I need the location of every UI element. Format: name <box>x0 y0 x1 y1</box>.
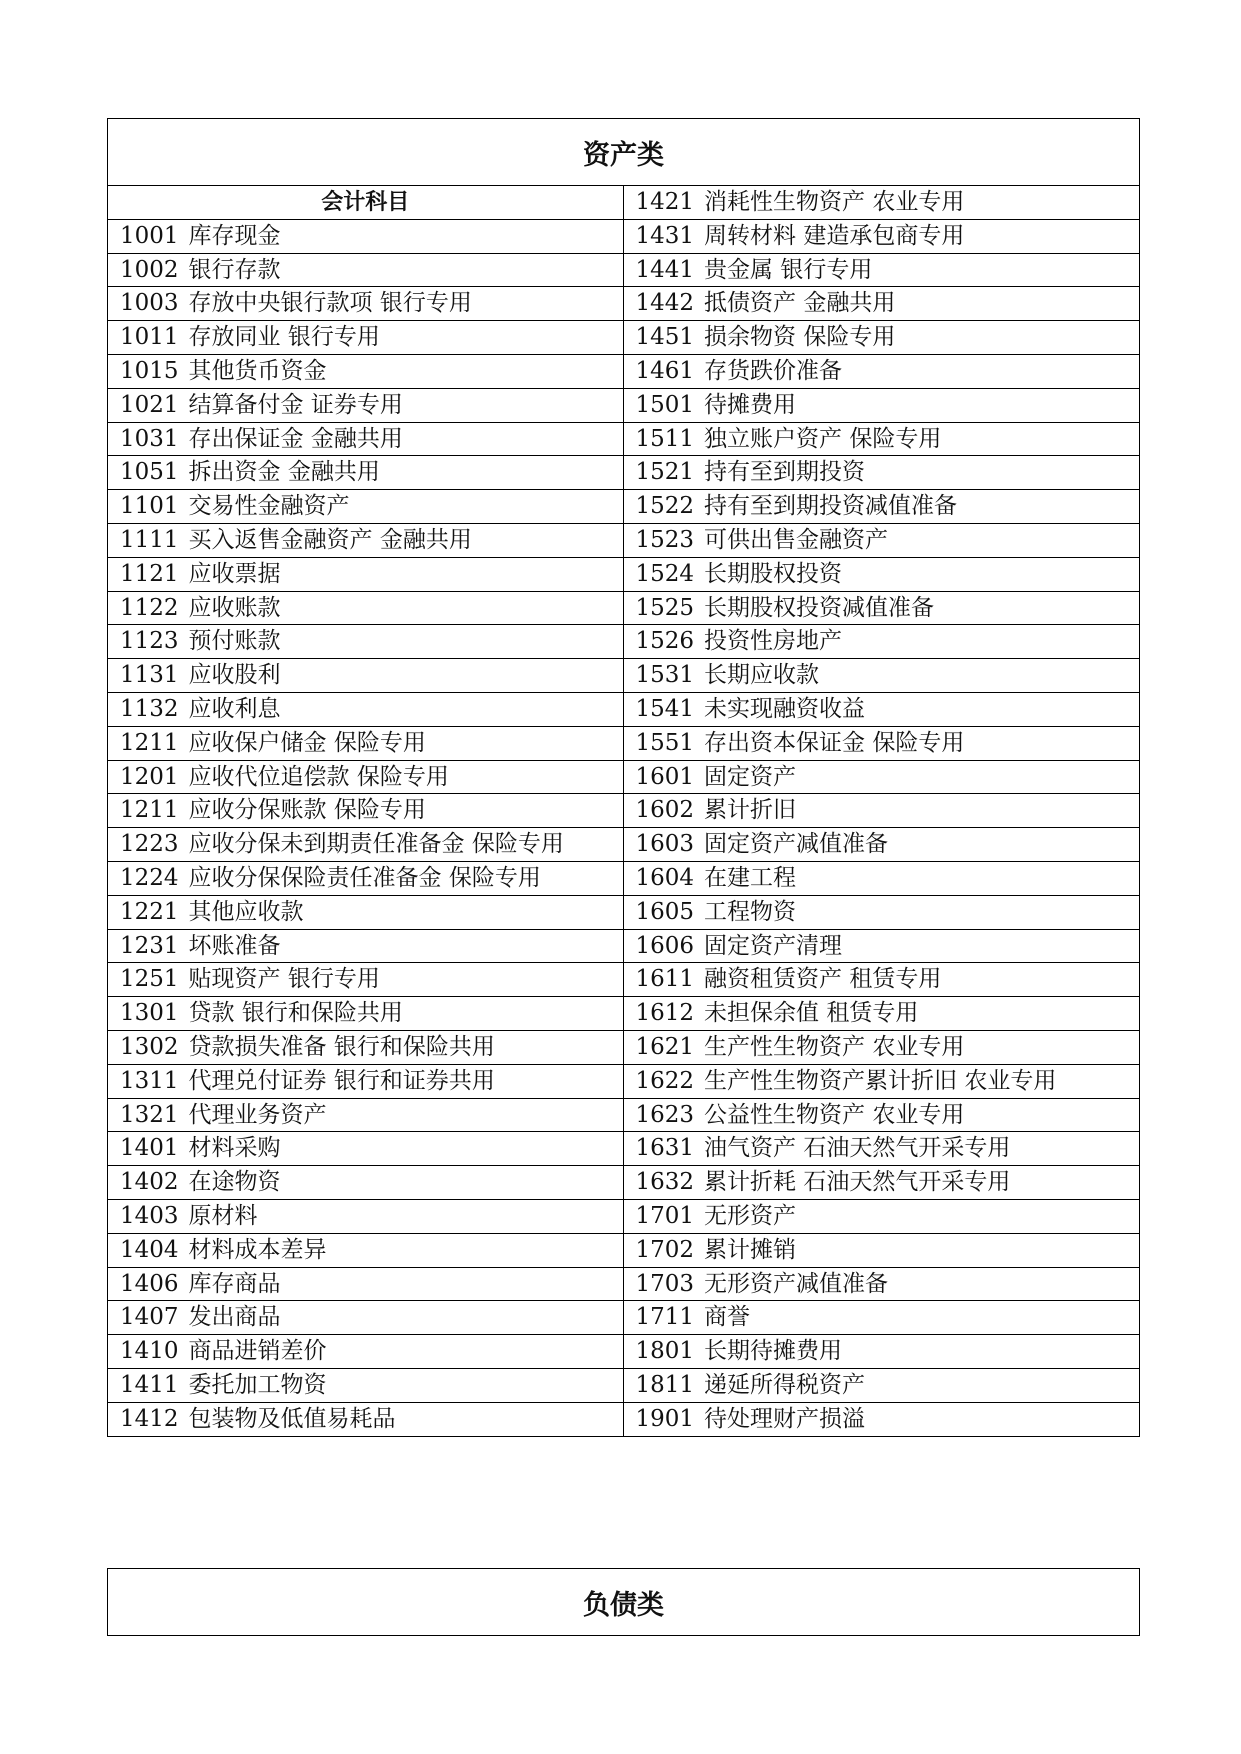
account-code: 1401 <box>120 1135 179 1162</box>
account-row <box>624 794 1140 828</box>
account-code: 1501 <box>635 391 695 418</box>
account-code: 1410 <box>120 1338 179 1365</box>
account-code: 1002 <box>120 256 179 283</box>
account-code: 1003 <box>120 290 179 317</box>
account-code: 1526 <box>635 628 695 655</box>
account-code: 1811 <box>635 1371 695 1398</box>
account-name: 可供出售金融资产 <box>704 526 889 553</box>
account-row <box>108 761 623 795</box>
account-name: 工程物资 <box>704 898 797 925</box>
account-code: 1605 <box>635 898 695 925</box>
account-name: 损余物资 保险专用 <box>704 324 896 351</box>
account-row <box>624 1099 1140 1133</box>
account-code: 1702 <box>635 1236 695 1263</box>
account-code: 1132 <box>120 695 179 722</box>
account-code: 1201 <box>120 763 179 790</box>
account-name: 发出商品 <box>188 1304 281 1331</box>
account-row <box>624 389 1140 423</box>
account-name: 应收股利 <box>188 662 281 689</box>
account-name: 独立账户资产 保险专用 <box>704 425 942 452</box>
account-code: 1602 <box>635 797 695 824</box>
account-name: 油气资产 石油天然气开采专用 <box>704 1135 1011 1162</box>
account-name: 长期应收款 <box>704 662 820 689</box>
account-row <box>108 1268 623 1302</box>
account-code: 1623 <box>635 1101 695 1128</box>
account-row <box>108 997 623 1031</box>
account-name: 坏账准备 <box>188 932 281 959</box>
account-name: 贷款损失准备 银行和保险共用 <box>188 1033 495 1060</box>
account-code: 1011 <box>120 324 179 351</box>
account-name: 递延所得税资产 <box>704 1371 866 1398</box>
account-name: 应收分保账款 保险专用 <box>188 797 426 824</box>
assets-section-title: 资产类 <box>108 119 1139 186</box>
account-code: 1406 <box>120 1270 179 1297</box>
account-row <box>108 456 623 490</box>
account-name: 存放同业 银行专用 <box>188 324 380 351</box>
account-name: 未担保余值 租赁专用 <box>704 1000 919 1027</box>
account-row <box>624 1369 1140 1403</box>
account-name: 商品进销差价 <box>188 1338 327 1365</box>
account-row <box>108 727 623 761</box>
account-name: 未实现融资收益 <box>704 695 866 722</box>
account-name: 应收票据 <box>188 560 281 587</box>
account-row <box>624 423 1140 457</box>
account-row <box>108 693 623 727</box>
account-row <box>108 1301 623 1335</box>
account-row <box>108 389 623 423</box>
account-code: 1801 <box>635 1338 695 1365</box>
account-row <box>108 558 623 592</box>
account-row <box>108 524 623 558</box>
account-code: 1524 <box>635 560 695 587</box>
account-row <box>108 254 623 288</box>
account-name: 材料采购 <box>188 1135 281 1162</box>
liabilities-section-title: 负债类 <box>583 1589 664 1621</box>
account-name: 累计折旧 <box>704 797 797 824</box>
liabilities-section <box>107 1568 1140 1636</box>
account-code: 1311 <box>120 1067 179 1094</box>
account-code: 1404 <box>120 1236 179 1263</box>
account-row <box>624 355 1140 389</box>
account-row <box>108 592 623 626</box>
account-code: 1451 <box>635 324 695 351</box>
account-name: 公益性生物资产 农业专用 <box>704 1101 965 1128</box>
account-row <box>108 828 623 862</box>
account-code: 1031 <box>120 425 179 452</box>
account-code: 1525 <box>635 594 695 621</box>
account-code: 1431 <box>635 222 695 249</box>
account-row <box>624 254 1140 288</box>
account-code: 1611 <box>635 966 695 993</box>
account-row <box>624 997 1140 1031</box>
account-name: 无形资产减值准备 <box>704 1270 889 1297</box>
account-row <box>108 1099 623 1133</box>
account-row <box>108 490 623 524</box>
account-name: 应收账款 <box>188 594 281 621</box>
account-row <box>624 1132 1140 1166</box>
account-name: 买入返售金融资产 金融共用 <box>188 526 472 553</box>
account-name: 应收分保保险责任准备金 保险专用 <box>188 864 541 891</box>
account-code: 1302 <box>120 1033 179 1060</box>
account-code: 1421 <box>635 189 695 215</box>
account-code: 1123 <box>120 628 179 655</box>
account-name: 待处理财产损溢 <box>704 1405 866 1432</box>
account-name: 持有至到期投资减值准备 <box>704 493 958 520</box>
account-row <box>108 1200 623 1234</box>
account-code: 1551 <box>635 729 695 756</box>
account-row <box>624 1301 1140 1335</box>
account-row <box>624 659 1140 693</box>
account-code: 1541 <box>635 695 695 722</box>
account-row <box>624 761 1140 795</box>
account-row <box>624 693 1140 727</box>
account-row <box>108 1369 623 1403</box>
account-row <box>624 186 1140 220</box>
account-code: 1523 <box>635 526 695 553</box>
account-row <box>624 862 1140 896</box>
account-code: 1001 <box>120 222 179 249</box>
account-code: 1631 <box>635 1135 695 1162</box>
account-row <box>624 287 1140 321</box>
account-code: 1441 <box>635 256 695 283</box>
account-name: 固定资产减值准备 <box>704 831 889 858</box>
account-code: 1701 <box>635 1202 695 1229</box>
account-name: 抵债资产 金融共用 <box>704 290 896 317</box>
account-row <box>624 930 1140 964</box>
account-name: 固定资产清理 <box>704 932 843 959</box>
account-name: 库存商品 <box>188 1270 281 1297</box>
account-name: 材料成本差异 <box>188 1236 327 1263</box>
account-name: 生产性生物资产 农业专用 <box>704 1033 965 1060</box>
account-row <box>624 558 1140 592</box>
account-name: 结算备付金 证券专用 <box>188 391 403 418</box>
account-code: 1122 <box>120 594 179 621</box>
account-name: 贵金属 银行专用 <box>704 256 873 283</box>
account-code: 1411 <box>120 1371 179 1398</box>
account-code: 1021 <box>120 391 179 418</box>
account-name: 长期股权投资减值准备 <box>704 594 935 621</box>
assets-left-column <box>108 186 624 1436</box>
account-code: 1612 <box>635 1000 695 1027</box>
account-name: 其他应收款 <box>188 898 304 925</box>
account-code: 1221 <box>120 898 179 925</box>
account-name: 存出资本保证金 保险专用 <box>704 729 965 756</box>
account-row <box>624 963 1140 997</box>
account-code: 1521 <box>635 459 695 486</box>
account-name: 无形资产 <box>704 1202 797 1229</box>
account-row <box>108 1132 623 1166</box>
account-name: 代理业务资产 <box>188 1101 327 1128</box>
account-name: 投资性房地产 <box>704 628 843 655</box>
account-code: 1051 <box>120 459 179 486</box>
account-name: 包装物及低值易耗品 <box>188 1405 396 1432</box>
assets-table <box>108 186 1139 1436</box>
account-row <box>624 1031 1140 1065</box>
account-row <box>108 862 623 896</box>
account-code: 1121 <box>120 560 179 587</box>
account-row <box>624 828 1140 862</box>
account-name: 生产性生物资产累计折旧 农业专用 <box>704 1067 1057 1094</box>
account-row <box>108 220 623 254</box>
account-row <box>624 592 1140 626</box>
column-header: 会计科目 <box>108 186 623 220</box>
account-code: 1321 <box>120 1101 179 1128</box>
account-code: 1301 <box>120 1000 179 1027</box>
account-row <box>108 659 623 693</box>
account-name: 贴现资产 银行专用 <box>188 966 380 993</box>
account-code: 1703 <box>635 1270 695 1297</box>
account-name: 应收利息 <box>188 695 281 722</box>
account-name: 应收代位追偿款 保险专用 <box>188 763 449 790</box>
account-row <box>108 1031 623 1065</box>
account-row <box>624 1335 1140 1369</box>
account-code: 1223 <box>120 831 179 858</box>
account-row <box>624 220 1140 254</box>
account-name: 持有至到期投资 <box>704 459 866 486</box>
account-code: 1224 <box>120 864 179 891</box>
account-row <box>624 321 1140 355</box>
account-row <box>108 355 623 389</box>
assets-section <box>107 118 1140 1437</box>
account-name: 在途物资 <box>188 1169 281 1196</box>
account-name: 交易性金融资产 <box>188 493 350 520</box>
account-code: 1606 <box>635 932 695 959</box>
account-name: 在建工程 <box>704 864 797 891</box>
account-row <box>624 1166 1140 1200</box>
account-row <box>108 896 623 930</box>
account-code: 1403 <box>120 1202 179 1229</box>
account-code: 1604 <box>635 864 695 891</box>
account-code: 1511 <box>635 425 695 452</box>
account-name: 存出保证金 金融共用 <box>188 425 403 452</box>
account-code: 1601 <box>635 763 695 790</box>
account-code: 1251 <box>120 966 179 993</box>
account-row <box>108 1234 623 1268</box>
account-row <box>108 1065 623 1099</box>
account-code: 1211 <box>120 797 179 824</box>
account-code: 1231 <box>120 932 179 959</box>
account-row <box>108 423 623 457</box>
account-row <box>624 896 1140 930</box>
account-name: 存货跌价准备 <box>704 357 843 384</box>
account-code: 1131 <box>120 662 179 689</box>
account-row <box>624 625 1140 659</box>
account-name: 累计摊销 <box>704 1236 797 1263</box>
account-row <box>108 1166 623 1200</box>
account-name: 长期待摊费用 <box>704 1338 843 1365</box>
account-code: 1603 <box>635 831 695 858</box>
account-code: 1407 <box>120 1304 179 1331</box>
account-code: 1622 <box>635 1067 695 1094</box>
account-code: 1522 <box>635 493 695 520</box>
account-code: 1412 <box>120 1405 179 1432</box>
account-name: 存放中央银行款项 银行专用 <box>188 290 472 317</box>
account-name: 银行存款 <box>188 256 281 283</box>
account-code: 1111 <box>120 526 179 553</box>
account-row <box>108 1335 623 1369</box>
account-code: 1621 <box>635 1033 695 1060</box>
account-row <box>624 1403 1140 1437</box>
account-name: 长期股权投资 <box>704 560 843 587</box>
account-code: 1461 <box>635 357 695 384</box>
account-code: 1015 <box>120 357 179 384</box>
account-code: 1901 <box>635 1405 695 1432</box>
assets-right-column <box>624 186 1140 1436</box>
account-name: 预付账款 <box>188 628 281 655</box>
account-name: 固定资产 <box>704 763 797 790</box>
account-row <box>108 794 623 828</box>
account-row <box>624 727 1140 761</box>
account-row <box>624 1234 1140 1268</box>
account-code: 1531 <box>635 662 695 689</box>
account-row <box>108 930 623 964</box>
account-name: 代理兑付证券 银行和证券共用 <box>188 1067 495 1094</box>
account-code: 1711 <box>635 1304 695 1331</box>
account-row <box>108 1403 623 1437</box>
account-name: 商誉 <box>704 1304 751 1331</box>
account-code: 1442 <box>635 290 695 317</box>
account-code: 1101 <box>120 493 179 520</box>
account-row <box>624 1268 1140 1302</box>
account-code: 1211 <box>120 729 179 756</box>
account-row <box>624 456 1140 490</box>
account-row <box>108 625 623 659</box>
account-name: 拆出资金 金融共用 <box>188 459 380 486</box>
account-name: 应收保户储金 保险专用 <box>188 729 426 756</box>
account-name: 应收分保未到期责任准备金 保险专用 <box>188 831 564 858</box>
account-row <box>108 321 623 355</box>
account-row <box>624 490 1140 524</box>
account-code: 1402 <box>120 1169 179 1196</box>
account-name: 委托加工物资 <box>188 1371 327 1398</box>
account-name: 融资租赁资产 租赁专用 <box>704 966 942 993</box>
account-row <box>624 1200 1140 1234</box>
account-code: 1632 <box>635 1169 695 1196</box>
account-name: 累计折耗 石油天然气开采专用 <box>704 1169 1011 1196</box>
account-name: 待摊费用 <box>704 391 797 418</box>
account-name: 其他货币资金 <box>188 357 327 384</box>
account-name: 库存现金 <box>188 222 281 249</box>
account-row <box>108 287 623 321</box>
account-name: 消耗性生物资产 农业专用 <box>704 189 965 215</box>
account-name: 原材料 <box>188 1202 258 1229</box>
account-row <box>624 524 1140 558</box>
account-name: 贷款 银行和保险共用 <box>188 1000 403 1027</box>
account-row <box>624 1065 1140 1099</box>
account-name: 周转材料 建造承包商专用 <box>704 222 965 249</box>
account-row <box>108 963 623 997</box>
